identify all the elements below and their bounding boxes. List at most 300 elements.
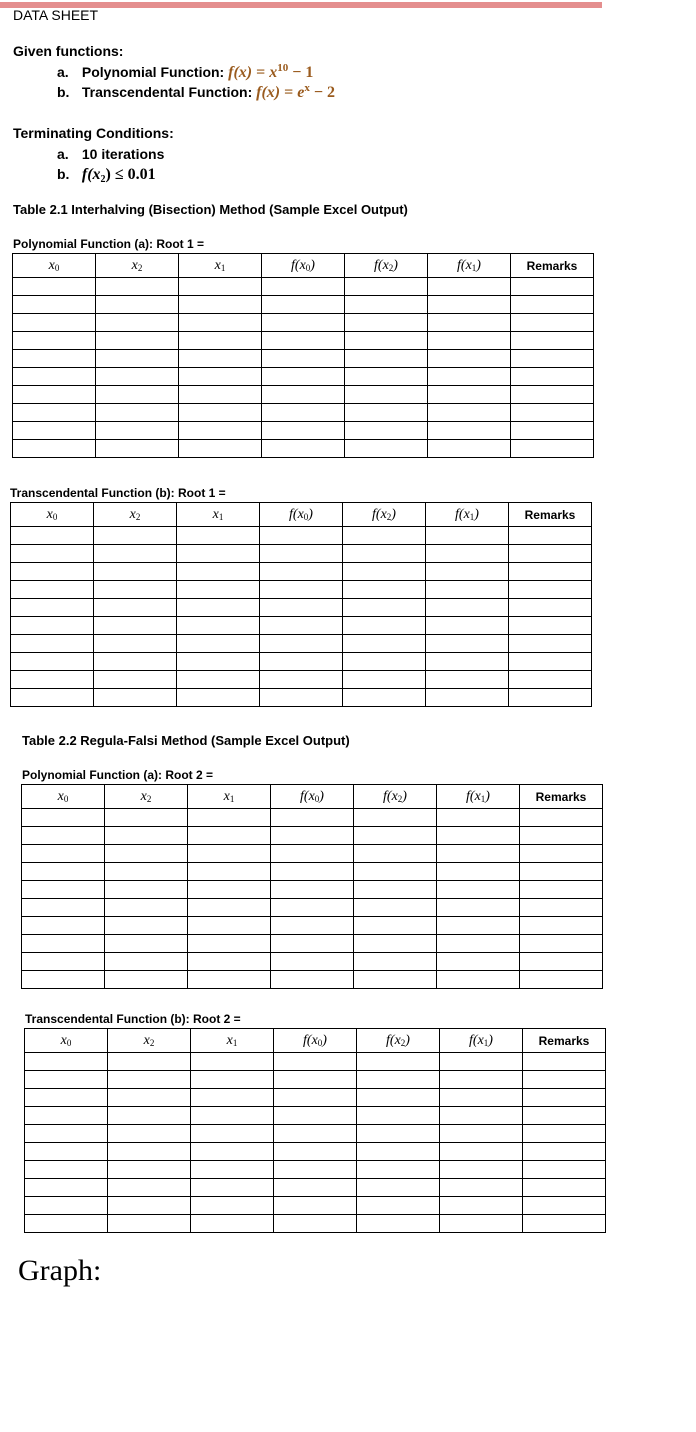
table-cell[interactable] xyxy=(343,545,426,563)
header-symbol: x xyxy=(226,1032,233,1048)
table-cell[interactable] xyxy=(520,899,603,917)
table-cell[interactable] xyxy=(191,1143,274,1161)
table-cell[interactable] xyxy=(179,296,262,314)
table-cell[interactable] xyxy=(345,440,428,458)
header-subscript: 0 xyxy=(66,1037,72,1048)
table-cell[interactable] xyxy=(25,1125,108,1143)
table-cell[interactable] xyxy=(437,881,520,899)
table-cell[interactable] xyxy=(262,278,345,296)
table-cell[interactable] xyxy=(511,332,594,350)
table-cell[interactable] xyxy=(108,1161,191,1179)
table-cell[interactable] xyxy=(511,278,594,296)
table-cell[interactable] xyxy=(191,1125,274,1143)
table-cell[interactable] xyxy=(343,671,426,689)
table-cell[interactable] xyxy=(11,527,94,545)
table-cell[interactable] xyxy=(262,404,345,422)
table-cell[interactable] xyxy=(188,845,271,863)
table-cell[interactable] xyxy=(108,1089,191,1107)
table-cell[interactable] xyxy=(428,368,511,386)
table-cell[interactable] xyxy=(511,368,594,386)
table-cell[interactable] xyxy=(25,1143,108,1161)
table-cell[interactable] xyxy=(13,314,96,332)
bisection-transcendental-table xyxy=(10,502,592,707)
table-cell[interactable] xyxy=(262,440,345,458)
table-cell[interactable] xyxy=(440,1089,523,1107)
table-cell[interactable] xyxy=(426,671,509,689)
table-cell[interactable] xyxy=(260,689,343,707)
table-cell[interactable] xyxy=(13,368,96,386)
table-cell[interactable] xyxy=(260,545,343,563)
table-cell[interactable] xyxy=(108,1179,191,1197)
table-cell[interactable] xyxy=(426,689,509,707)
table-cell[interactable] xyxy=(354,935,437,953)
table-cell[interactable] xyxy=(271,827,354,845)
table-header-row xyxy=(11,503,592,527)
table-cell[interactable] xyxy=(343,617,426,635)
table-cell[interactable] xyxy=(188,809,271,827)
table-cell[interactable] xyxy=(260,599,343,617)
table-cell[interactable] xyxy=(105,863,188,881)
table-cell[interactable] xyxy=(354,863,437,881)
table-cell[interactable] xyxy=(428,278,511,296)
table-cell[interactable] xyxy=(177,563,260,581)
table-cell[interactable] xyxy=(11,581,94,599)
table-cell[interactable] xyxy=(25,1179,108,1197)
table-cell[interactable] xyxy=(13,332,96,350)
table-cell[interactable] xyxy=(343,689,426,707)
table-cell[interactable] xyxy=(440,1197,523,1215)
table-cell[interactable] xyxy=(426,617,509,635)
table-cell[interactable] xyxy=(11,563,94,581)
table-cell[interactable] xyxy=(523,1215,606,1233)
table-cell[interactable] xyxy=(13,296,96,314)
table-cell[interactable] xyxy=(108,1107,191,1125)
table-cell[interactable] xyxy=(96,440,179,458)
table-row xyxy=(13,368,594,386)
table-cell[interactable] xyxy=(509,689,592,707)
table-cell[interactable] xyxy=(11,617,94,635)
table-cell[interactable] xyxy=(437,899,520,917)
table-cell[interactable] xyxy=(511,422,594,440)
table-cell[interactable] xyxy=(523,1107,606,1125)
table-cell[interactable] xyxy=(271,845,354,863)
table-cell[interactable] xyxy=(345,422,428,440)
table-cell[interactable] xyxy=(260,653,343,671)
table-cell[interactable] xyxy=(188,917,271,935)
table-cell[interactable] xyxy=(428,422,511,440)
table-cell[interactable] xyxy=(509,617,592,635)
column-header xyxy=(191,1029,274,1053)
table-cell[interactable] xyxy=(437,827,520,845)
table-cell[interactable] xyxy=(260,527,343,545)
table-cell[interactable] xyxy=(262,350,345,368)
table-cell[interactable] xyxy=(94,671,177,689)
table-cell[interactable] xyxy=(437,809,520,827)
table-cell[interactable] xyxy=(426,599,509,617)
table-cell[interactable] xyxy=(523,1071,606,1089)
table-row xyxy=(22,899,603,917)
table-cell[interactable] xyxy=(343,563,426,581)
table-cell[interactable] xyxy=(260,635,343,653)
table-cell[interactable] xyxy=(13,422,96,440)
table-cell[interactable] xyxy=(188,935,271,953)
table-cell[interactable] xyxy=(11,689,94,707)
table-cell[interactable] xyxy=(271,953,354,971)
table-cell[interactable] xyxy=(22,953,105,971)
table-cell[interactable] xyxy=(437,971,520,989)
table-cell[interactable] xyxy=(354,827,437,845)
table-cell[interactable] xyxy=(271,917,354,935)
table-cell[interactable] xyxy=(520,863,603,881)
table-cell[interactable] xyxy=(22,917,105,935)
table-cell[interactable] xyxy=(94,635,177,653)
table-cell[interactable] xyxy=(188,953,271,971)
table-cell[interactable] xyxy=(437,917,520,935)
table-cell[interactable] xyxy=(354,881,437,899)
table-cell[interactable] xyxy=(509,653,592,671)
table-cell[interactable] xyxy=(188,971,271,989)
table-cell[interactable] xyxy=(13,278,96,296)
table-cell[interactable] xyxy=(25,1053,108,1071)
table-cell[interactable] xyxy=(271,971,354,989)
tolerance-formula xyxy=(82,166,156,183)
table-cell[interactable] xyxy=(357,1197,440,1215)
table-cell[interactable] xyxy=(262,296,345,314)
table-cell[interactable] xyxy=(520,953,603,971)
table-cell[interactable] xyxy=(105,917,188,935)
table-cell[interactable] xyxy=(105,953,188,971)
table-cell[interactable] xyxy=(440,1215,523,1233)
table-cell[interactable] xyxy=(179,440,262,458)
table-cell[interactable] xyxy=(357,1089,440,1107)
table-cell[interactable] xyxy=(274,1071,357,1089)
table-cell[interactable] xyxy=(13,440,96,458)
header-symbol: x xyxy=(143,1032,150,1048)
header-symbol: x xyxy=(465,257,472,273)
table-cell[interactable] xyxy=(509,563,592,581)
table-cell[interactable] xyxy=(509,599,592,617)
table-cell[interactable] xyxy=(426,581,509,599)
table-cell[interactable] xyxy=(357,1179,440,1197)
table-cell[interactable] xyxy=(13,386,96,404)
table-cell[interactable] xyxy=(437,863,520,881)
table-cell[interactable] xyxy=(509,635,592,653)
table-cell[interactable] xyxy=(25,1161,108,1179)
table-cell[interactable] xyxy=(191,1053,274,1071)
table-cell[interactable] xyxy=(354,917,437,935)
table-cell[interactable] xyxy=(108,1143,191,1161)
table-cell[interactable] xyxy=(354,809,437,827)
table-cell[interactable] xyxy=(520,881,603,899)
table-cell[interactable] xyxy=(191,1179,274,1197)
table-cell[interactable] xyxy=(191,1161,274,1179)
table-cell[interactable] xyxy=(343,581,426,599)
table-cell[interactable] xyxy=(520,971,603,989)
table-cell[interactable] xyxy=(96,296,179,314)
table-cell[interactable] xyxy=(274,1089,357,1107)
table-cell[interactable] xyxy=(357,1143,440,1161)
table-cell[interactable] xyxy=(11,653,94,671)
column-header: $f(x_1)$ xyxy=(428,254,511,278)
table-cell[interactable] xyxy=(271,863,354,881)
table-cell[interactable] xyxy=(271,935,354,953)
table-cell[interactable] xyxy=(271,809,354,827)
table-cell[interactable] xyxy=(357,1125,440,1143)
table-cell[interactable] xyxy=(105,971,188,989)
table-cell[interactable] xyxy=(13,350,96,368)
table-cell[interactable] xyxy=(25,1071,108,1089)
table-cell[interactable] xyxy=(191,1107,274,1125)
table-cell[interactable] xyxy=(343,635,426,653)
table-cell[interactable] xyxy=(260,671,343,689)
table-cell[interactable] xyxy=(96,350,179,368)
table-cell[interactable] xyxy=(108,1053,191,1071)
formula-rest: − 1 xyxy=(288,64,314,81)
table-cell[interactable] xyxy=(22,827,105,845)
table-cell[interactable] xyxy=(274,1107,357,1125)
table-cell[interactable] xyxy=(191,1071,274,1089)
table-cell[interactable] xyxy=(274,1161,357,1179)
table-cell[interactable] xyxy=(96,422,179,440)
table-cell[interactable] xyxy=(105,809,188,827)
table-cell[interactable] xyxy=(520,917,603,935)
table-cell[interactable] xyxy=(94,563,177,581)
table-cell[interactable] xyxy=(509,671,592,689)
table-cell[interactable] xyxy=(345,386,428,404)
table-cell[interactable] xyxy=(96,368,179,386)
table-cell[interactable] xyxy=(96,314,179,332)
table-cell[interactable] xyxy=(262,314,345,332)
table-cell[interactable] xyxy=(262,332,345,350)
table-cell[interactable] xyxy=(274,1197,357,1215)
table-cell[interactable] xyxy=(11,545,94,563)
table-cell[interactable] xyxy=(357,1215,440,1233)
table-cell[interactable] xyxy=(94,653,177,671)
table-cell[interactable] xyxy=(511,350,594,368)
table-cell[interactable] xyxy=(188,863,271,881)
table-cell[interactable] xyxy=(105,935,188,953)
table-cell[interactable] xyxy=(108,1125,191,1143)
table-cell[interactable] xyxy=(105,845,188,863)
table-cell[interactable] xyxy=(11,599,94,617)
table-cell[interactable] xyxy=(262,422,345,440)
table-cell[interactable] xyxy=(520,845,603,863)
table-header-row xyxy=(22,785,603,809)
table-cell[interactable] xyxy=(22,845,105,863)
table-cell[interactable] xyxy=(262,368,345,386)
table-cell[interactable] xyxy=(345,368,428,386)
table-cell[interactable] xyxy=(511,440,594,458)
table-cell[interactable] xyxy=(22,899,105,917)
table-cell[interactable] xyxy=(428,404,511,422)
table-cell[interactable] xyxy=(177,617,260,635)
table-cell[interactable] xyxy=(440,1161,523,1179)
table-cell[interactable] xyxy=(274,1143,357,1161)
table-cell[interactable] xyxy=(262,386,345,404)
tolerance-sub: 2 xyxy=(100,174,106,185)
table-cell[interactable] xyxy=(523,1143,606,1161)
table-cell[interactable] xyxy=(177,599,260,617)
table-cell[interactable] xyxy=(345,332,428,350)
table-cell[interactable] xyxy=(177,653,260,671)
table-cell[interactable] xyxy=(260,581,343,599)
table-cell[interactable] xyxy=(426,635,509,653)
table-cell[interactable] xyxy=(520,935,603,953)
table-cell[interactable] xyxy=(509,581,592,599)
table-cell[interactable] xyxy=(271,881,354,899)
table-cell[interactable] xyxy=(191,1197,274,1215)
table-cell[interactable] xyxy=(523,1089,606,1107)
table-cell[interactable] xyxy=(428,386,511,404)
table-cell[interactable] xyxy=(354,971,437,989)
table-cell[interactable] xyxy=(177,527,260,545)
table-cell[interactable] xyxy=(428,440,511,458)
table-cell[interactable] xyxy=(22,971,105,989)
table-cell[interactable] xyxy=(179,386,262,404)
table-cell[interactable] xyxy=(96,404,179,422)
table-cell[interactable] xyxy=(22,881,105,899)
table-cell[interactable] xyxy=(440,1143,523,1161)
table-cell[interactable] xyxy=(94,689,177,707)
table-cell[interactable] xyxy=(96,386,179,404)
table-cell[interactable] xyxy=(354,953,437,971)
table-cell[interactable] xyxy=(523,1053,606,1071)
table-cell[interactable] xyxy=(520,827,603,845)
table-cell[interactable] xyxy=(179,278,262,296)
table-cell[interactable] xyxy=(523,1161,606,1179)
table-cell[interactable] xyxy=(523,1197,606,1215)
table-cell[interactable] xyxy=(437,845,520,863)
table-cell[interactable] xyxy=(343,527,426,545)
table-cell[interactable] xyxy=(22,809,105,827)
table-cell[interactable] xyxy=(260,563,343,581)
table-cell[interactable] xyxy=(11,671,94,689)
table-cell[interactable] xyxy=(440,1053,523,1071)
table-cell[interactable] xyxy=(13,404,96,422)
table-cell[interactable] xyxy=(354,899,437,917)
table-cell[interactable] xyxy=(22,863,105,881)
table-cell[interactable] xyxy=(343,653,426,671)
table-cell[interactable] xyxy=(191,1089,274,1107)
table-cell[interactable] xyxy=(188,899,271,917)
table-cell[interactable] xyxy=(509,527,592,545)
table-cell[interactable] xyxy=(440,1107,523,1125)
table-cell[interactable] xyxy=(509,545,592,563)
header-subscript: 1 xyxy=(220,262,226,273)
table-cell[interactable] xyxy=(105,899,188,917)
table-cell[interactable] xyxy=(22,935,105,953)
table-cell[interactable] xyxy=(179,404,262,422)
table-cell[interactable] xyxy=(437,935,520,953)
table-cell[interactable] xyxy=(511,296,594,314)
table-cell[interactable] xyxy=(345,314,428,332)
table-cell[interactable] xyxy=(511,386,594,404)
table-cell[interactable] xyxy=(177,635,260,653)
table-cell[interactable] xyxy=(260,617,343,635)
table-cell[interactable] xyxy=(426,545,509,563)
table-cell[interactable] xyxy=(274,1125,357,1143)
table-cell[interactable] xyxy=(440,1071,523,1089)
table-cell[interactable] xyxy=(345,278,428,296)
table-cell[interactable] xyxy=(428,350,511,368)
table-row xyxy=(13,404,594,422)
table-cell[interactable] xyxy=(426,563,509,581)
table-cell[interactable] xyxy=(25,1215,108,1233)
table-cell[interactable] xyxy=(25,1089,108,1107)
table-cell[interactable] xyxy=(426,653,509,671)
table-cell[interactable] xyxy=(177,671,260,689)
table-cell[interactable] xyxy=(271,899,354,917)
table-cell[interactable] xyxy=(108,1071,191,1089)
table-cell[interactable] xyxy=(357,1053,440,1071)
table-cell[interactable] xyxy=(274,1215,357,1233)
table-cell[interactable] xyxy=(345,350,428,368)
bisection-polynomial-table xyxy=(12,253,594,458)
table-cell[interactable] xyxy=(523,1125,606,1143)
table-cell[interactable] xyxy=(428,332,511,350)
table-cell[interactable] xyxy=(440,1125,523,1143)
table-cell[interactable] xyxy=(94,545,177,563)
table-cell[interactable] xyxy=(511,314,594,332)
table-cell[interactable] xyxy=(179,350,262,368)
table-cell[interactable] xyxy=(177,545,260,563)
table-cell[interactable] xyxy=(357,1107,440,1125)
table-cell[interactable] xyxy=(177,689,260,707)
table-cell[interactable] xyxy=(94,617,177,635)
table-cell[interactable] xyxy=(191,1215,274,1233)
table-cell[interactable] xyxy=(354,845,437,863)
table-cell[interactable] xyxy=(440,1179,523,1197)
table-cell[interactable] xyxy=(177,581,260,599)
table-cell[interactable] xyxy=(96,278,179,296)
table-cell[interactable] xyxy=(96,332,179,350)
table-cell[interactable] xyxy=(105,881,188,899)
table-cell[interactable] xyxy=(179,422,262,440)
column-header xyxy=(25,1029,108,1053)
table-cell[interactable] xyxy=(345,296,428,314)
table-cell[interactable] xyxy=(11,635,94,653)
table-cell[interactable] xyxy=(345,404,428,422)
table-cell[interactable] xyxy=(428,314,511,332)
table-cell[interactable] xyxy=(179,332,262,350)
table-cell[interactable] xyxy=(94,527,177,545)
table-cell[interactable] xyxy=(188,827,271,845)
table-cell[interactable] xyxy=(357,1161,440,1179)
table-cell[interactable] xyxy=(274,1179,357,1197)
table-cell[interactable] xyxy=(428,296,511,314)
table-cell[interactable] xyxy=(108,1215,191,1233)
table-cell[interactable] xyxy=(179,314,262,332)
table-cell[interactable] xyxy=(188,881,271,899)
table-cell[interactable] xyxy=(343,599,426,617)
table-2-1-caption: Table 2.1 Interhalving (Bisection) Method (Sample Excel Output) xyxy=(13,202,408,217)
table-cell[interactable] xyxy=(94,599,177,617)
table-cell[interactable] xyxy=(520,809,603,827)
table-cell[interactable] xyxy=(94,581,177,599)
table-cell[interactable] xyxy=(105,827,188,845)
table-cell[interactable] xyxy=(179,368,262,386)
table-cell[interactable] xyxy=(274,1053,357,1071)
table-cell[interactable] xyxy=(25,1107,108,1125)
table-cell[interactable] xyxy=(108,1197,191,1215)
table-3-label: Polynomial Function (a): Root 2 = xyxy=(22,768,214,782)
table-cell[interactable] xyxy=(357,1071,440,1089)
table-cell[interactable] xyxy=(426,527,509,545)
table-cell[interactable] xyxy=(25,1197,108,1215)
table-cell[interactable] xyxy=(511,404,594,422)
table-cell[interactable] xyxy=(523,1179,606,1197)
table-cell[interactable] xyxy=(437,953,520,971)
